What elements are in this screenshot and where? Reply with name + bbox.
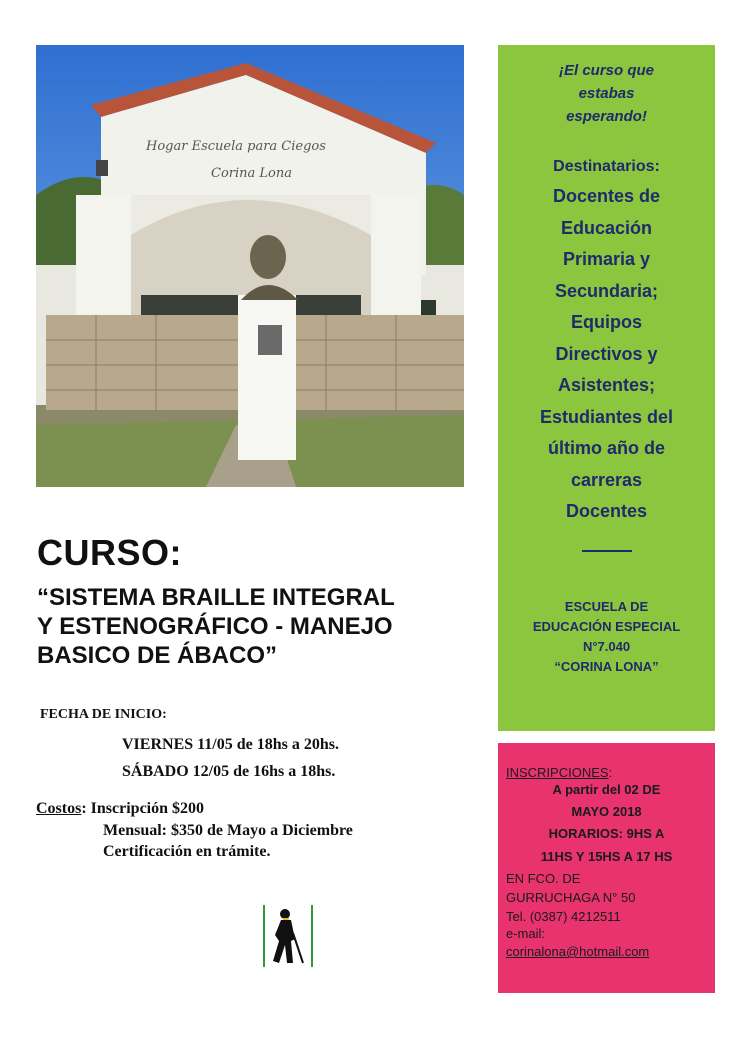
slogan bbox=[498, 59, 715, 128]
destinatario-line: Directivos y bbox=[555, 343, 658, 364]
schedule-saturday: SÁBADO 12/05 de 16hs a 18hs. bbox=[122, 763, 336, 780]
facade-text-2: Corina Lona bbox=[211, 166, 292, 181]
school-name bbox=[498, 597, 715, 677]
course-title bbox=[37, 583, 487, 670]
date-line: A partir del 02 DE bbox=[552, 782, 661, 797]
costs-certification: Certificación en trámite. bbox=[103, 843, 271, 860]
slogan-line: estabas bbox=[578, 85, 635, 102]
costs-label: Costos bbox=[36, 800, 82, 817]
email-label: e-mail: bbox=[506, 926, 546, 941]
hours-line: HORARIOS: 9HS A bbox=[548, 826, 665, 841]
destinatario-line: Equipos bbox=[571, 312, 642, 332]
destinatario-line: Docentes de bbox=[552, 186, 661, 206]
destinatario-line: Primaria y bbox=[562, 249, 651, 269]
inscripciones-heading bbox=[506, 765, 612, 780]
destinatario-line: Secundaria; bbox=[554, 280, 659, 301]
facade-text-1: Hogar Escuela para Ciegos bbox=[146, 139, 326, 154]
contact-panel bbox=[498, 743, 715, 993]
audience-panel bbox=[498, 45, 715, 731]
email-link[interactable]: corinalona@hotmail.com bbox=[506, 944, 650, 959]
destinatarios-label: Destinatarios: bbox=[553, 158, 660, 175]
hours-line: 11HS Y 15HS A 17 HS bbox=[540, 849, 673, 864]
destinatario-line: último año de bbox=[548, 438, 665, 458]
date-line: MAYO 2018 bbox=[571, 804, 642, 819]
school-line: “CORINA LONA” bbox=[554, 658, 659, 674]
costs-inscription: : Inscripción $200 bbox=[81, 800, 205, 817]
schedule-friday: VIERNES 11/05 de 18hs a 20hs. bbox=[122, 736, 339, 753]
destinatarios-list bbox=[498, 181, 715, 528]
school-logo-icon bbox=[263, 905, 313, 967]
inscripciones-colon: : bbox=[608, 765, 613, 780]
costs-line bbox=[36, 798, 204, 820]
slogan-line: esperando! bbox=[566, 108, 647, 125]
school-photo bbox=[36, 45, 464, 487]
destinatario-line: Docentes bbox=[565, 501, 648, 521]
destinatario-line: Estudiantes del bbox=[539, 406, 674, 427]
inscripciones-label: INSCRIPCIONES bbox=[506, 765, 609, 780]
costs-monthly: Mensual: $350 de Mayo a Diciembre bbox=[103, 822, 353, 839]
start-date-label: FECHA DE INICIO: bbox=[40, 707, 167, 722]
slogan-line: ¡El curso que bbox=[558, 62, 655, 79]
destinatario-line: Asistentes; bbox=[557, 375, 656, 395]
course-title-line: BASICO DE ÁBACO” bbox=[37, 642, 278, 669]
divider bbox=[582, 550, 632, 552]
address-line: GURRUCHAGA N° 50 bbox=[506, 890, 636, 905]
address-line: EN FCO. DE bbox=[506, 871, 581, 886]
school-line: N°7.040 bbox=[582, 638, 631, 654]
school-line: EDUCACIÓN ESPECIAL bbox=[532, 618, 681, 634]
destinatario-line: carreras bbox=[570, 469, 643, 490]
school-line: ESCUELA DE bbox=[564, 598, 649, 614]
phone-line: Tel. (0387) 4212511 bbox=[506, 909, 621, 924]
course-title-line: “SISTEMA BRAILLE INTEGRAL bbox=[37, 584, 395, 611]
course-title-line: Y ESTENOGRÁFICO - MANEJO bbox=[37, 613, 393, 640]
destinatario-line: Educación bbox=[560, 217, 653, 238]
page-title: CURSO: bbox=[37, 532, 182, 573]
